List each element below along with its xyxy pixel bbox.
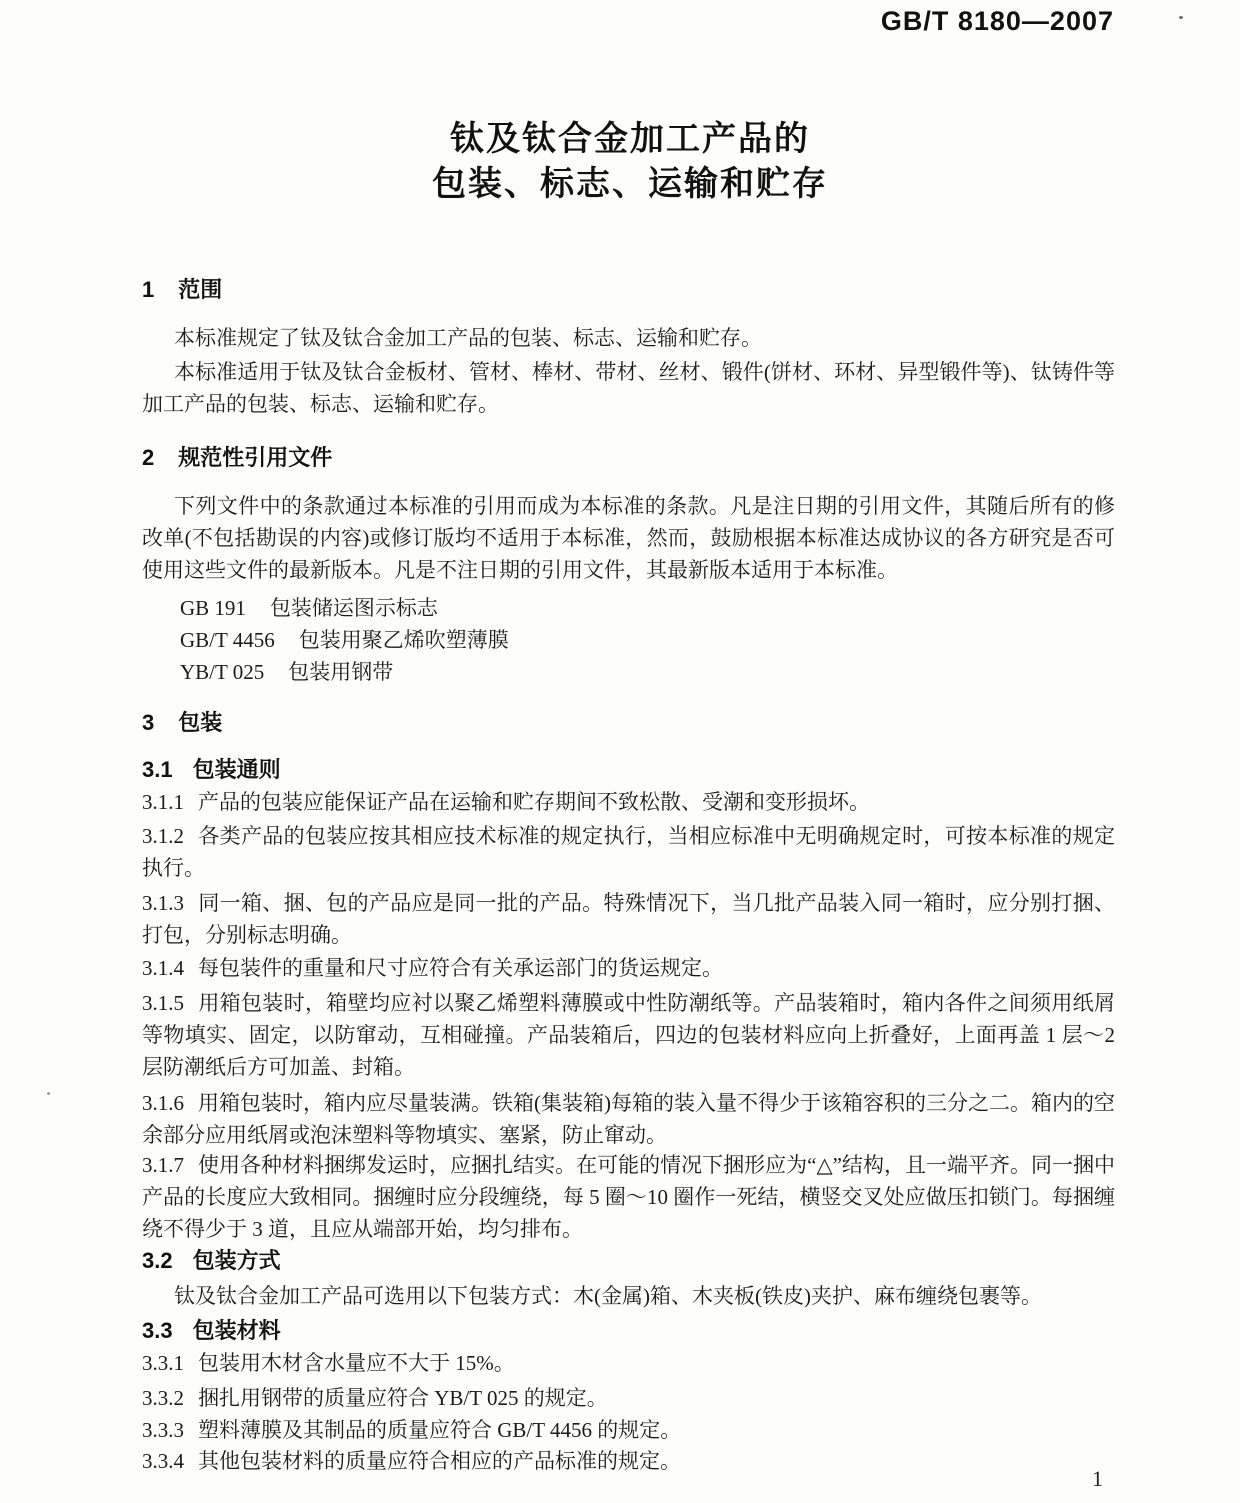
subsection-number: 3.3 [142, 1318, 173, 1343]
reference-code: GB/T 4456 [180, 628, 275, 652]
clause-text: 各类产品的包装应按其相应技术标准的规定执行，当相应标准中无明确规定时，可按本标准的规定执行。 [142, 824, 1115, 880]
clause-3-1-5 [142, 987, 1115, 1083]
clause-number: 3.1.7 [142, 1153, 184, 1177]
clause-number: 3.1.6 [142, 1091, 184, 1115]
section-title: 包装 [178, 710, 223, 735]
clause-number: 3.3.2 [142, 1386, 184, 1410]
clause-text: 用箱包装时，箱壁均应衬以聚乙烯塑料薄膜或中性防潮纸等。产品装箱时，箱内各件之间须用纸屑等物填实、固定，以防窜动，互相碰撞。产品装箱后，四边的包装材料应向上折叠好，上面再盖 1 层～2 层防潮纸后方可加盖、封箱。 [142, 991, 1115, 1079]
clause-text: 产品的包装应能保证产品在运输和贮存期间不致松散、受潮和变形损坏。 [198, 790, 870, 814]
clause-text: 用箱包装时，箱内应尽量装满。铁箱(集装箱)每箱的装入量不得少于该箱容积的三分之二。箱内的空余部分应用纸屑或泡沫塑料等物填实、塞紧，防止窜动。 [142, 1091, 1115, 1147]
document-title-line1: 钛及钛合金加工产品的 [450, 120, 810, 158]
clause-3-3-1 [142, 1347, 1115, 1379]
scan-artifact-speck [47, 1092, 50, 1095]
paragraph-packaging-methods: 钛及钛合金加工产品可选用以下包装方式：木(金属)箱、木夹板(铁皮)夹护、麻布缠绕包裹等。 [174, 1284, 1042, 1308]
section-number: 1 [142, 277, 155, 302]
clause-3-1-2 [142, 820, 1115, 884]
reference-code: GB 191 [180, 596, 246, 620]
paragraph-scope-2: 本标准适用于钛及钛合金板材、管材、棒材、带材、丝材、锻件(饼材、环材、异型锻件等)、钛铸件等加工产品的包装、标志、运输和贮存。 [142, 360, 1115, 416]
scan-artifact-speck [1179, 16, 1183, 19]
reference-item-ybt025 [142, 656, 1115, 688]
subsection-heading-3-3 [142, 1315, 1115, 1347]
page-number: 1 [1092, 1466, 1103, 1491]
clause-number: 3.3.4 [142, 1449, 184, 1473]
clause-number: 3.1.3 [142, 891, 184, 915]
subsection-title: 包装材料 [192, 1318, 281, 1343]
clause-text: 其他包装材料的质量应符合相应的产品标准的规定。 [198, 1449, 681, 1473]
section-heading-normative-references [142, 442, 1115, 474]
clause-text: 使用各种材料捆绑发运时，应捆扎结实。在可能的情况下捆形应为“△”结构，且一端平齐。同一捆中产品的长度应大致相同。捆缠时应分段缠绕，每 5 圈～10 圈作一死结，横竖交叉处应做压扣锁门。每捆缠绕不得少于 3 道，且应从端部开始，均匀排布。 [142, 1153, 1115, 1241]
clause-text: 包装用木材含水量应不大于 15%。 [198, 1351, 515, 1375]
clause-3-1-4 [142, 952, 1115, 984]
clause-number: 3.1.2 [142, 824, 184, 848]
subsection-title: 包装通则 [192, 757, 281, 782]
clause-number: 3.3.1 [142, 1351, 184, 1375]
section-heading-scope [142, 274, 1115, 306]
clause-text: 捆扎用钢带的质量应符合 YB/T 025 的规定。 [198, 1386, 608, 1410]
clause-number: 3.1.1 [142, 790, 184, 814]
reference-item-gb191 [142, 592, 1115, 624]
clause-text: 每包装件的重量和尺寸应符合有关承运部门的货运规定。 [198, 956, 723, 980]
section-number: 2 [142, 445, 155, 470]
clause-3-3-3 [142, 1414, 1115, 1446]
clause-number: 3.1.4 [142, 956, 184, 980]
subsection-title: 包装方式 [192, 1248, 281, 1273]
reference-item-gbt4456 [142, 624, 1115, 656]
subsection-heading-3-1 [142, 754, 1115, 786]
subsection-number: 3.1 [142, 757, 173, 782]
clause-text: 同一箱、捆、包的产品应是同一批的产品。特殊情况下，当几批产品装入同一箱时，应分别打捆、打包，分别标志明确。 [142, 891, 1115, 947]
subsection-heading-3-2 [142, 1245, 1115, 1277]
clause-3-3-2 [142, 1382, 1115, 1414]
clause-text: 塑料薄膜及其制品的质量应符合 GB/T 4456 的规定。 [198, 1418, 682, 1442]
reference-title: 包装用聚乙烯吹塑薄膜 [298, 628, 509, 652]
section-heading-packaging [142, 707, 1115, 739]
clause-3-1-6 [142, 1087, 1115, 1151]
reference-title: 包装储运图示标志 [269, 596, 438, 620]
document-title [30, 117, 1230, 207]
standard-code: GB/T 8180—2007 [880, 6, 1114, 36]
clause-3-1-3 [142, 887, 1115, 951]
clause-3-3-4 [142, 1445, 1115, 1477]
section-title: 范围 [178, 277, 223, 302]
section-number: 3 [142, 710, 155, 735]
clause-3-1-1 [142, 786, 1115, 818]
paragraph-scope-1: 本标准规定了钛及钛合金加工产品的包装、标志、运输和贮存。 [174, 326, 762, 350]
reference-title: 包装用钢带 [288, 660, 394, 684]
section-title: 规范性引用文件 [178, 445, 333, 470]
clause-number: 3.1.5 [142, 991, 184, 1015]
reference-code: YB/T 025 [180, 660, 265, 684]
subsection-number: 3.2 [142, 1248, 173, 1273]
clause-3-1-7 [142, 1149, 1115, 1245]
clause-number: 3.3.3 [142, 1418, 184, 1442]
paragraph-references-intro: 下列文件中的条款通过本标准的引用而成为本标准的条款。凡是注日期的引用文件，其随后所有的修改单(不包括勘误的内容)或修订版均不适用于本标准，然而，鼓励根据本标准达成协议的各方研究是否可使用这些文件的最新版本。凡是不注日期的引用文件，其最新版本适用于本标准。 [142, 494, 1115, 582]
document-title-line2: 包装、标志、运输和贮存 [432, 165, 828, 203]
